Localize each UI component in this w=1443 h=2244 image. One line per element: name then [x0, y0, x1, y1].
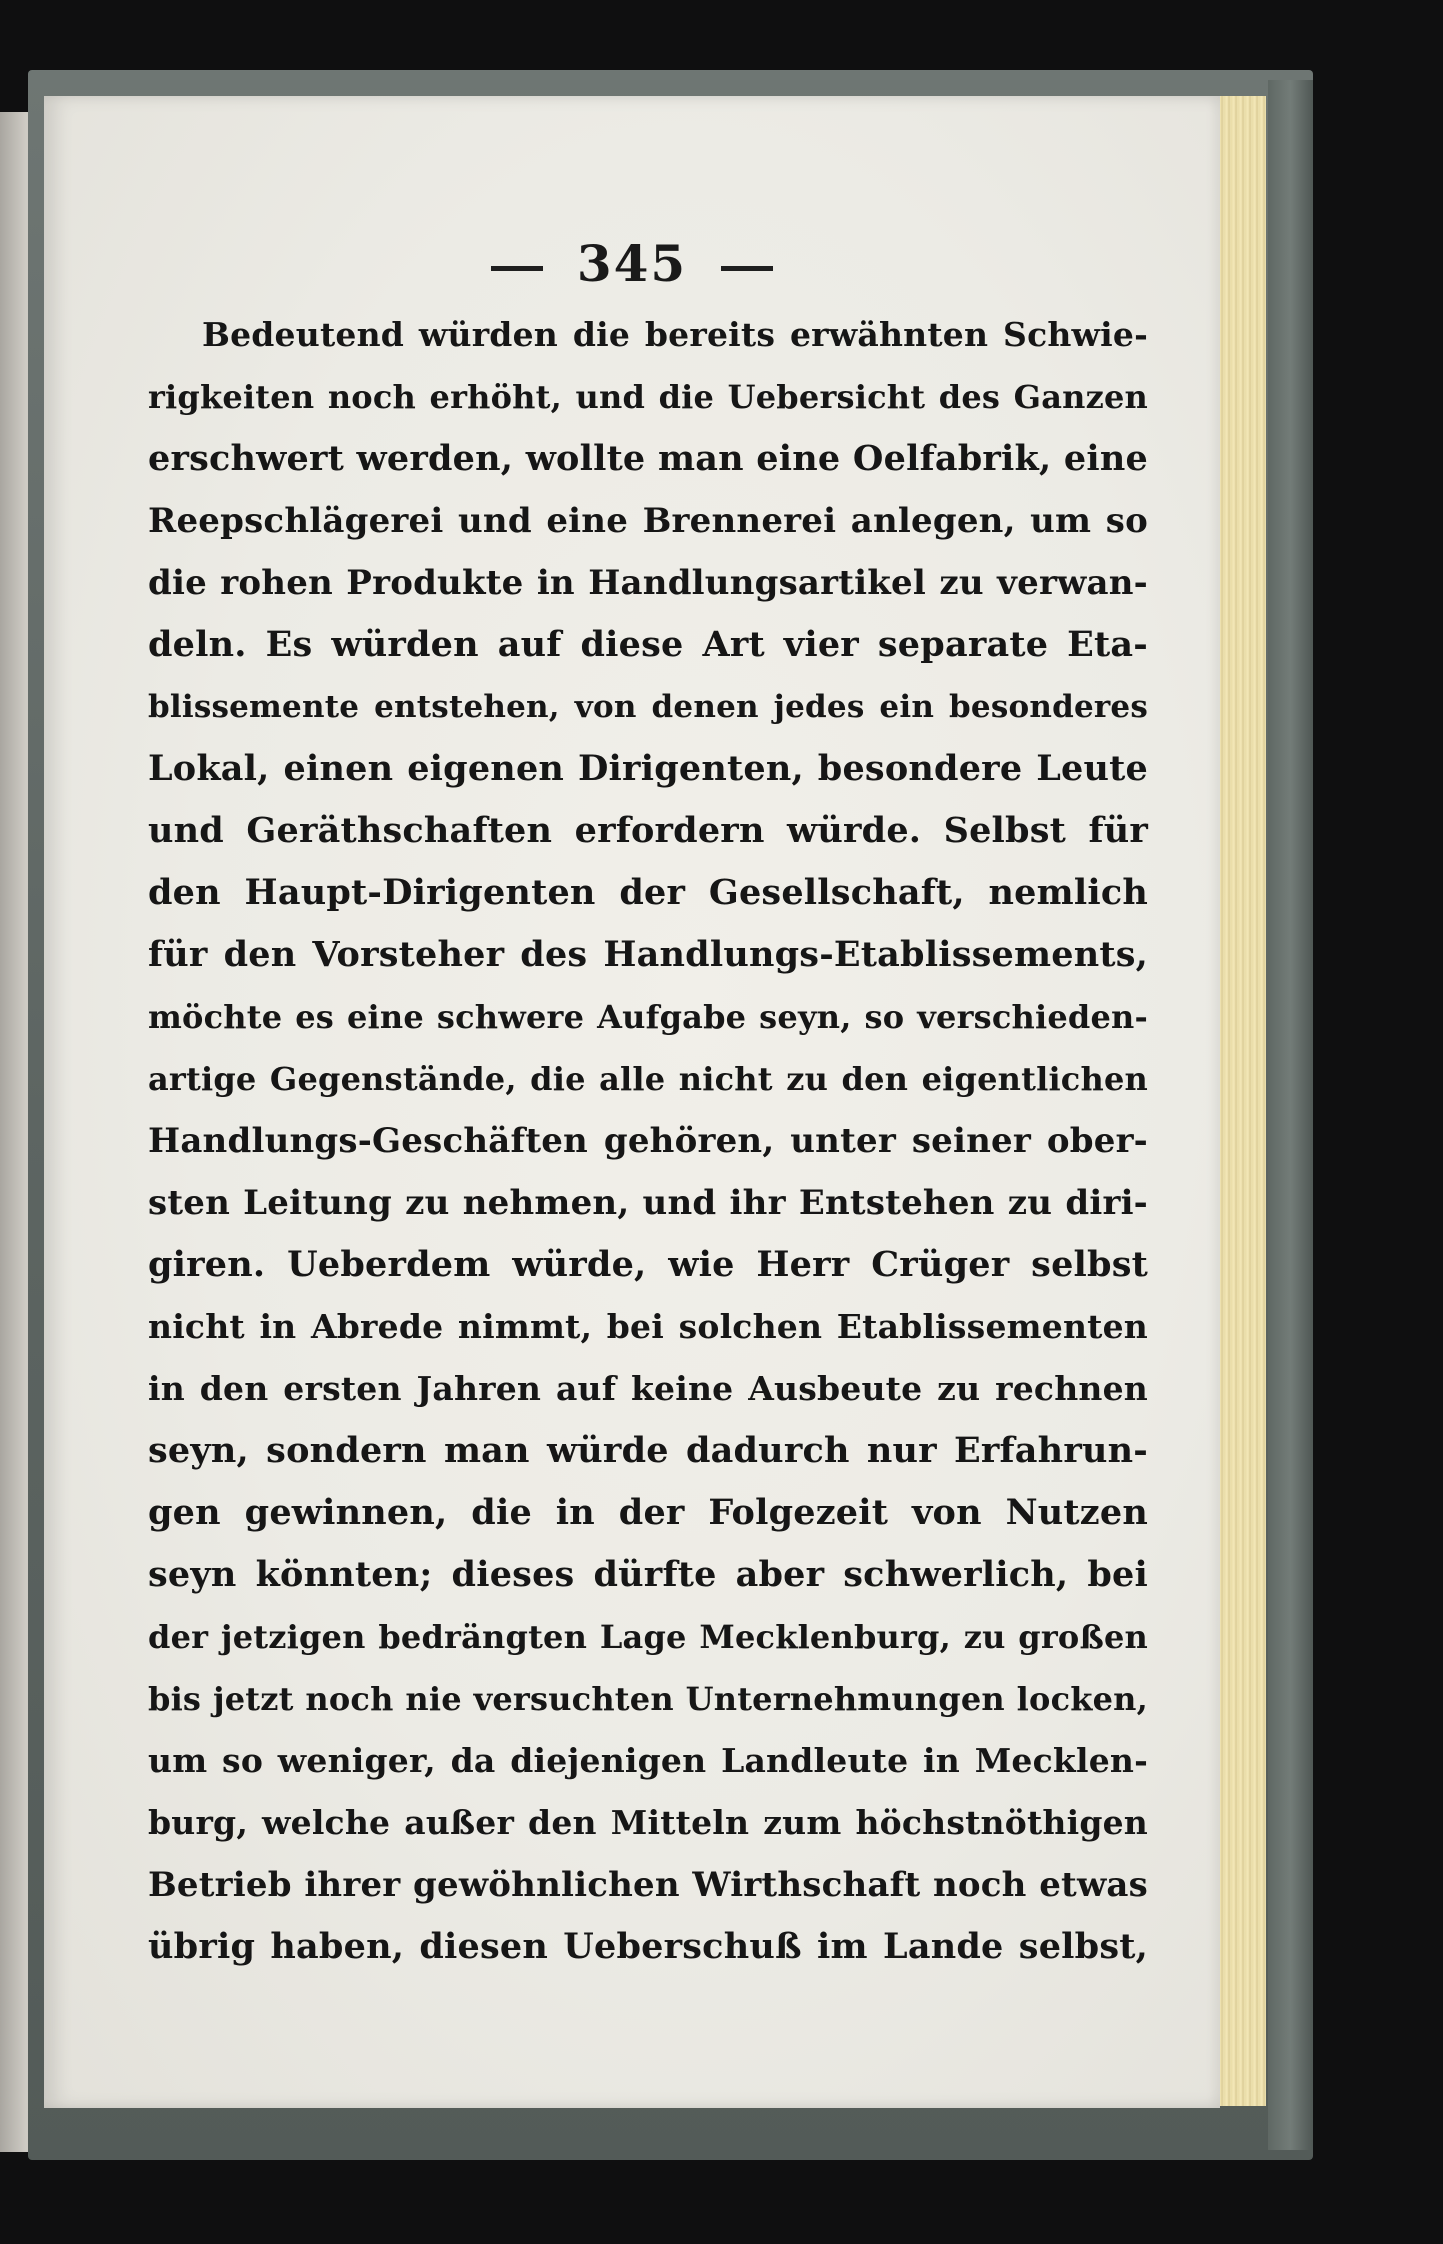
text-line: in den ersten Jahren auf keine Ausbeute zu rechnen — [148, 1369, 1148, 1408]
text-line: für den Vorsteher des Handlungs-Etablissements, — [148, 934, 1148, 975]
text-line: übrig haben, diesen Ueberschuß im Lande selbst, — [148, 1926, 1148, 1967]
text-line: seyn könnten; dieses dürfte aber schwerlich, bei — [148, 1554, 1148, 1595]
text-line: Bedeutend würden die bereits erwähnten Schwie- — [202, 315, 1148, 354]
text-line: Lokal, einen eigenen Dirigenten, besondere Leute — [148, 748, 1148, 789]
text-line: den Haupt-Dirigenten der Gesellschaft, nemlich — [148, 872, 1148, 913]
text-line: und Geräthschaften erfordern würde. Selbst für — [148, 810, 1148, 851]
book-cover-edge — [1268, 80, 1313, 2150]
text-line: gen gewinnen, die in der Folgezeit von Nutzen — [148, 1492, 1148, 1533]
text-line: Handlungs-Geschäften gehören, unter seiner ober- — [148, 1121, 1148, 1161]
page-header — [44, 234, 1220, 293]
text-line: artige Gegenstände, die alle nicht zu den eigentlichen — [148, 1060, 1148, 1098]
text-line: der jetzigen bedrängten Lage Mecklenburg, zu großen — [148, 1618, 1148, 1656]
text-line: Reepschlägerei und eine Brennerei anlegen, um so — [148, 501, 1148, 541]
text-line: Betrieb ihrer gewöhnlichen Wirthschaft noch etwas — [148, 1865, 1148, 1905]
header-dash-left — [491, 266, 543, 271]
text-line: um so weniger, da diejenigen Landleute in Mecklen- — [148, 1741, 1148, 1780]
header-dash-right — [721, 266, 773, 271]
text-line: rigkeiten noch erhöht, und die Uebersicht des Ganzen — [148, 378, 1148, 416]
text-line: seyn, sondern man würde dadurch nur Erfahrun- — [148, 1430, 1148, 1471]
body-text — [148, 304, 1148, 1978]
text-line: die rohen Produkte in Handlungsartikel zu verwan- — [148, 563, 1148, 603]
text-line: burg, welche außer den Mitteln zum höchstnöthigen — [148, 1803, 1148, 1842]
text-line: nicht in Abrede nimmt, bei solchen Etablissementen — [148, 1307, 1148, 1346]
text-line: deln. Es würden auf diese Art vier separate Eta- — [148, 624, 1148, 665]
text-line: bis jetzt noch nie versuchten Unternehmungen locken, — [148, 1680, 1148, 1718]
text-line: möchte es eine schwere Aufgabe seyn, so verschieden- — [148, 998, 1148, 1036]
page-number: 345 — [576, 234, 688, 293]
text-line: blissemente entstehen, von denen jedes ein besonderes — [148, 689, 1148, 725]
text-line: sten Leitung zu nehmen, und ihr Entstehen zu diri- — [148, 1183, 1148, 1223]
text-line: giren. Ueberdem würde, wie Herr Crüger selbst — [148, 1244, 1148, 1285]
text-line: erschwert werden, wollte man eine Oelfabrik, eine — [148, 438, 1148, 479]
book-page — [44, 96, 1220, 2108]
